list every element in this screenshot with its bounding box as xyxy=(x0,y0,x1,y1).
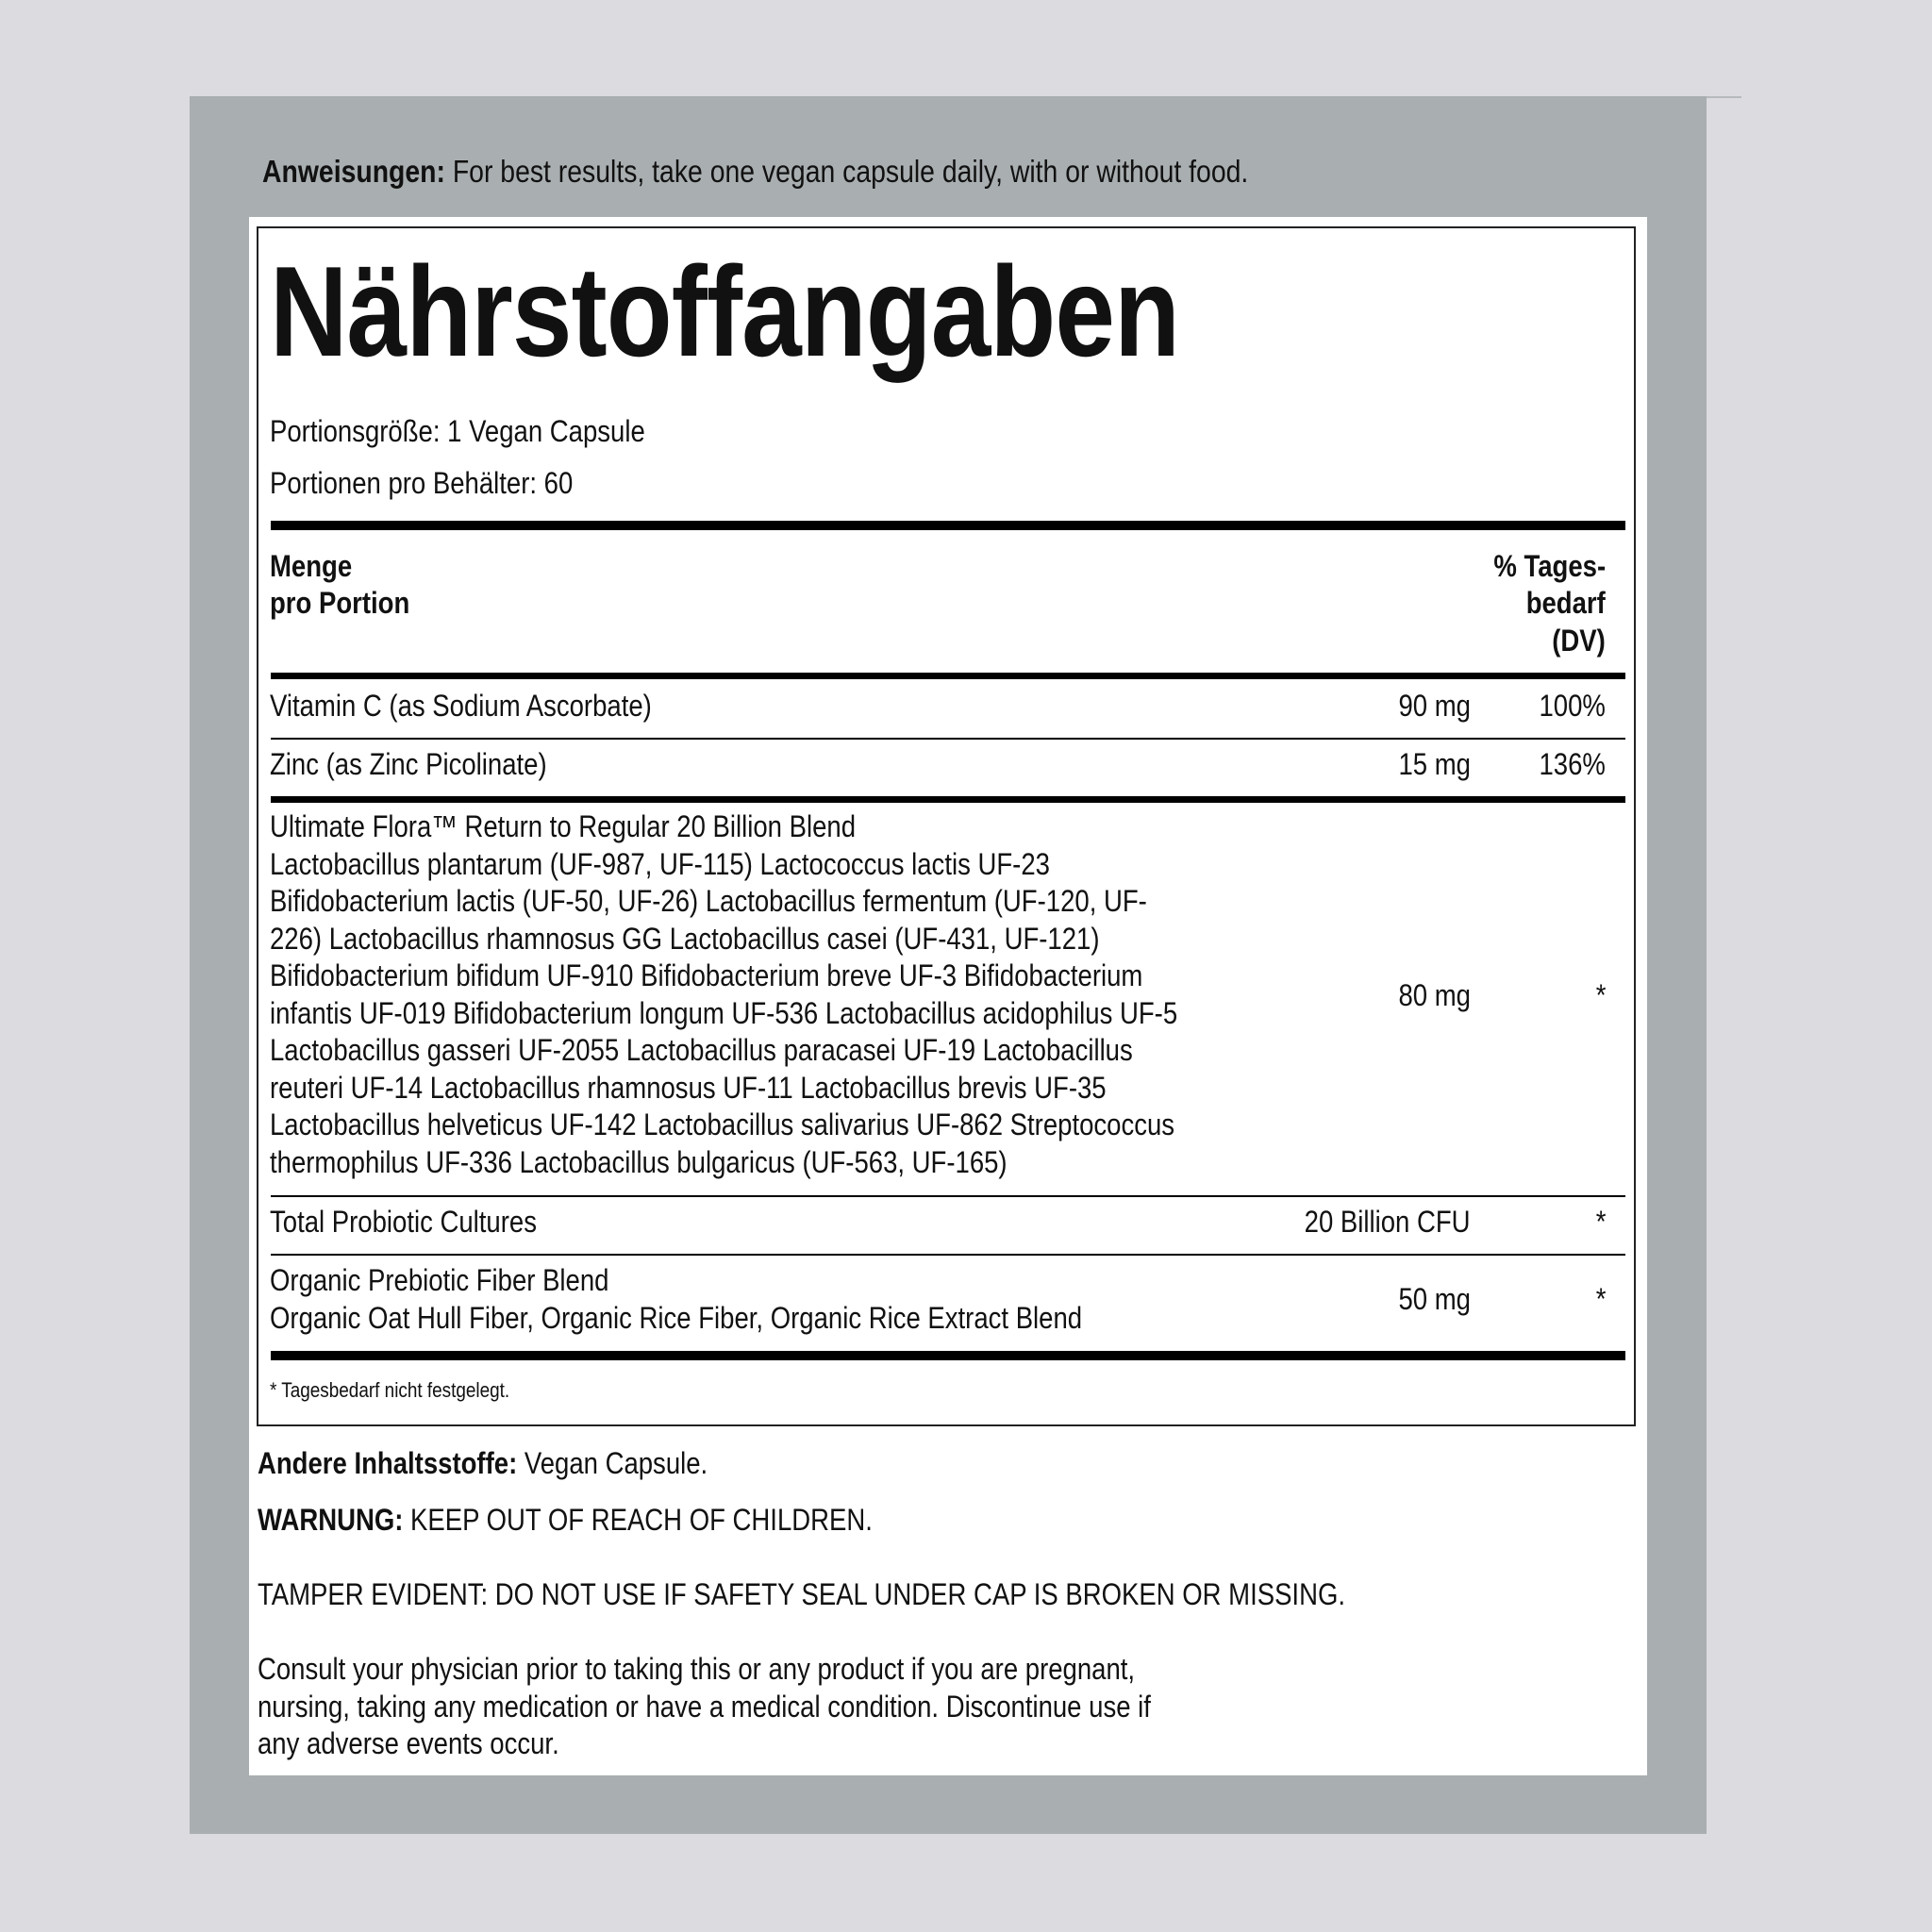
blend-line: infantis UF-019 Bifidobacterium longum UF-536 Lactobacillus acidophilus UF-5 xyxy=(270,996,1178,1030)
page-title: Nährstoffangaben xyxy=(270,240,1180,383)
blend-line: Lactobacillus plantarum (UF-987, UF-115) Lactococcus lactis UF-23 xyxy=(270,847,1050,881)
nutrient-name-vitamin-c: Vitamin C (as Sodium Ascorbate) xyxy=(270,689,652,723)
amount-header-line1: Menge xyxy=(270,549,353,583)
dv-header-line1: % Tages- xyxy=(1493,549,1606,583)
nutrient-dv-fiber-blend: * xyxy=(1595,1282,1606,1316)
row-divider xyxy=(271,1254,1625,1256)
section-rule xyxy=(271,796,1625,803)
directions-label: Anweisungen: xyxy=(262,154,445,189)
nutrient-dv-probiotic-cultures: * xyxy=(1595,1205,1606,1239)
warning xyxy=(258,1502,873,1540)
directions-text: For best results, take one vegan capsule daily, with or without food. xyxy=(444,154,1249,189)
blend-line: thermophilus UF-336 Lactobacillus bulgaricus (UF-563, UF-165) xyxy=(270,1145,1008,1179)
servings-per-container: Portionen pro Behälter: 60 xyxy=(270,466,574,500)
consult-line: Consult your physician prior to taking this or any product if you are pregnant, xyxy=(258,1652,1136,1686)
row-divider xyxy=(271,1195,1625,1197)
amount-header-line2: pro Portion xyxy=(270,586,410,620)
nutrient-name-zinc: Zinc (as Zinc Picolinate) xyxy=(270,747,547,781)
blend-line: Lactobacillus helveticus UF-142 Lactobacillus salivarius UF-862 Streptococcus xyxy=(270,1108,1175,1141)
nutrient-amount-zinc: 15 mg xyxy=(1398,747,1471,781)
directions-line xyxy=(262,153,1248,191)
table-bottom-rule xyxy=(271,1351,1625,1360)
nutrient-amount-probiotic-cultures: 20 Billion CFU xyxy=(1305,1205,1471,1239)
consult-line: any adverse events occur. xyxy=(258,1726,559,1760)
blend-line: Ultimate Flora™ Return to Regular 20 Billion Blend xyxy=(270,809,857,843)
blend-line: reuteri UF-14 Lactobacillus rhamnosus UF-11 Lactobacillus brevis UF-35 xyxy=(270,1071,1107,1105)
header-bottom-rule xyxy=(271,673,1625,679)
other-ingredients-label: Andere Inhaltsstoffe: xyxy=(258,1446,518,1480)
nutrient-name-probiotic-cultures: Total Probiotic Cultures xyxy=(270,1205,537,1239)
blend-line: Lactobacillus gasseri UF-2055 Lactobacillus paracasei UF-19 Lactobacillus xyxy=(270,1033,1133,1067)
serving-size: Portionsgröße: 1 Vegan Capsule xyxy=(270,414,645,448)
fiber-blend-line: Organic Prebiotic Fiber Blend xyxy=(270,1263,609,1297)
nutrient-amount-vitamin-c: 90 mg xyxy=(1398,689,1471,723)
tamper-evident-notice: TAMPER EVIDENT: DO NOT USE IF SAFETY SEAL UNDER CAP IS BROKEN OR MISSING. xyxy=(258,1577,1346,1611)
nutrient-amount-blend: 80 mg xyxy=(1398,978,1471,1012)
blend-line: Bifidobacterium bifidum UF-910 Bifidobacterium breve UF-3 Bifidobacterium xyxy=(270,958,1143,992)
nutrient-dv-blend: * xyxy=(1595,978,1606,1012)
row-divider xyxy=(271,738,1625,740)
dv-header-line3: (DV) xyxy=(1552,624,1606,658)
consult-line: nursing, taking any medication or have a medical condition. Discontinue use if xyxy=(258,1690,1151,1724)
footnote: * Tagesbedarf nicht festgelegt. xyxy=(270,1378,510,1402)
dv-header-line2: bedarf xyxy=(1525,586,1606,620)
header-top-rule xyxy=(271,521,1625,530)
warning-text: KEEP OUT OF REACH OF CHILDREN. xyxy=(403,1503,873,1537)
nutrient-amount-fiber-blend: 50 mg xyxy=(1398,1282,1471,1316)
blend-line: 226) Lactobacillus rhamnosus GG Lactobacillus casei (UF-431, UF-121) xyxy=(270,922,1100,956)
nutrient-dv-zinc: 136% xyxy=(1539,747,1606,781)
corner-divider xyxy=(1707,96,1741,98)
nutrient-dv-vitamin-c: 100% xyxy=(1539,689,1606,723)
other-ingredients xyxy=(258,1445,708,1483)
fiber-blend-line: Organic Oat Hull Fiber, Organic Rice Fiber, Organic Rice Extract Blend xyxy=(270,1301,1083,1335)
blend-line: Bifidobacterium lactis (UF-50, UF-26) Lactobacillus fermentum (UF-120, UF- xyxy=(270,884,1147,918)
other-ingredients-text: Vegan Capsule. xyxy=(517,1446,708,1480)
warning-label: WARNUNG: xyxy=(258,1503,404,1537)
